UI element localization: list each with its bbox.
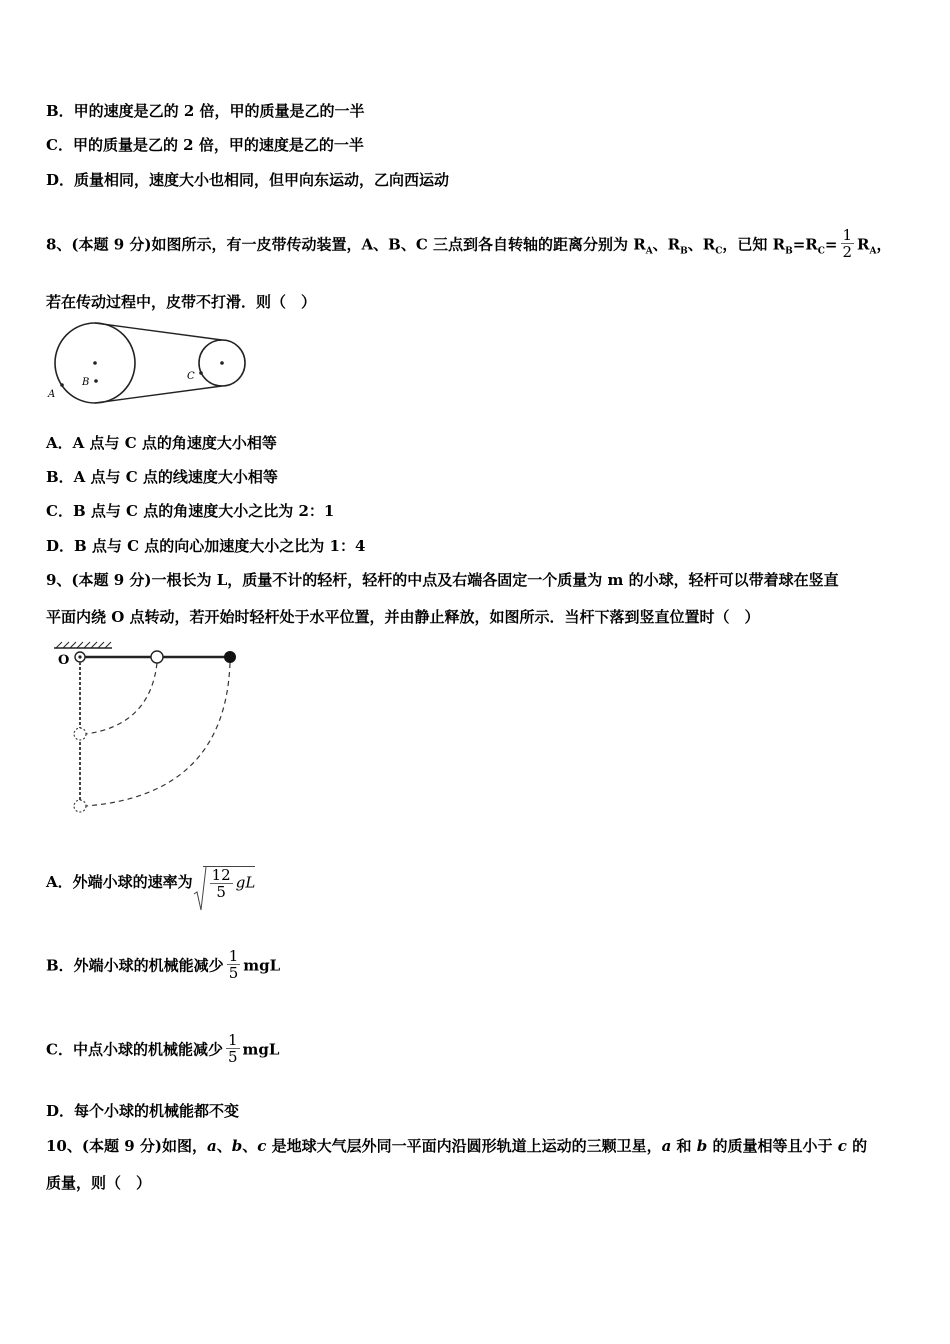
q7-option-d: D．质量相同，速度大小也相同，但甲向东运动，乙向西运动 — [46, 171, 450, 189]
q8-option-a: A．A 点与 C 点的角速度大小相等 — [46, 434, 277, 452]
label-a: A — [48, 389, 56, 400]
q8-option-c: C．B 点与 C 点的角速度大小之比为 2：1 — [46, 502, 335, 520]
sqrt-expression: $\frac{12}{5}$ gL — [193, 866, 256, 900]
rod-pendulum-figure — [50, 640, 250, 820]
q8-stem-line2: 若在传动过程中，皮带不打滑．则（ ） — [46, 293, 317, 311]
q10-stem-line1: 10、(本题 9 分)如图，a、b、c 是地球大气层外同一平面内沿圆形轨道上运动的三颗卫星，a 和 b 的质量相等且小于 c 的 — [46, 1137, 868, 1155]
label-b: B — [82, 377, 90, 388]
q9-option-d: D．每个小球的机械能都不变 — [46, 1102, 240, 1120]
q7-option-b: B．甲的速度是乙的 2 倍，甲的质量是乙的一半 — [46, 102, 365, 120]
q9-option-c: C．中点小球的机械能减少 $\frac{1}{5}$ mgL — [46, 1031, 280, 1066]
q9-option-b: B．外端小球的机械能减少 $\frac{1}{5}$ mgL — [46, 947, 281, 982]
q8-option-b: B．A 点与 C 点的线速度大小相等 — [46, 468, 278, 486]
q9-option-a: A．外端小球的速率为 $\frac{12}{5}$ gL — [46, 866, 255, 900]
q8-fraction: $\frac{1}{2}$ — [842, 226, 853, 261]
q7-option-c: C．甲的质量是乙的 2 倍，甲的速度是乙的一半 — [46, 136, 364, 154]
label-o: O — [58, 653, 70, 668]
q9-stem-line2: 平面内绕 O 点转动，若开始时轻杆处于水平位置，并由静止释放，如图所示．当杆下落到竖直位置时（ ） — [46, 608, 760, 626]
q9-stem-line1: 9、(本题 9 分)一根长为 L，质量不计的轻杆，轻杆的中点及右端各固定一个质量为 m 的小球，轻杆可以带着球在竖直 — [46, 571, 839, 589]
belt-drive-figure — [44, 318, 254, 408]
q8-stem-line1: 8、(本题 9 分)如图所示，有一皮带传动装置，A、B、C 三点到各自转轴的距离分别为 $R_A$、$R_B$、$R_C$，已知 $R_B=R_C=$ $\frac{1}{2}$ $R_A$， — [46, 226, 892, 261]
label-c: C — [187, 371, 195, 382]
q10-stem-line2: 质量，则（ ） — [46, 1174, 152, 1192]
q8-option-d: D．B 点与 C 点的向心加速度大小之比为 1：4 — [46, 537, 366, 555]
